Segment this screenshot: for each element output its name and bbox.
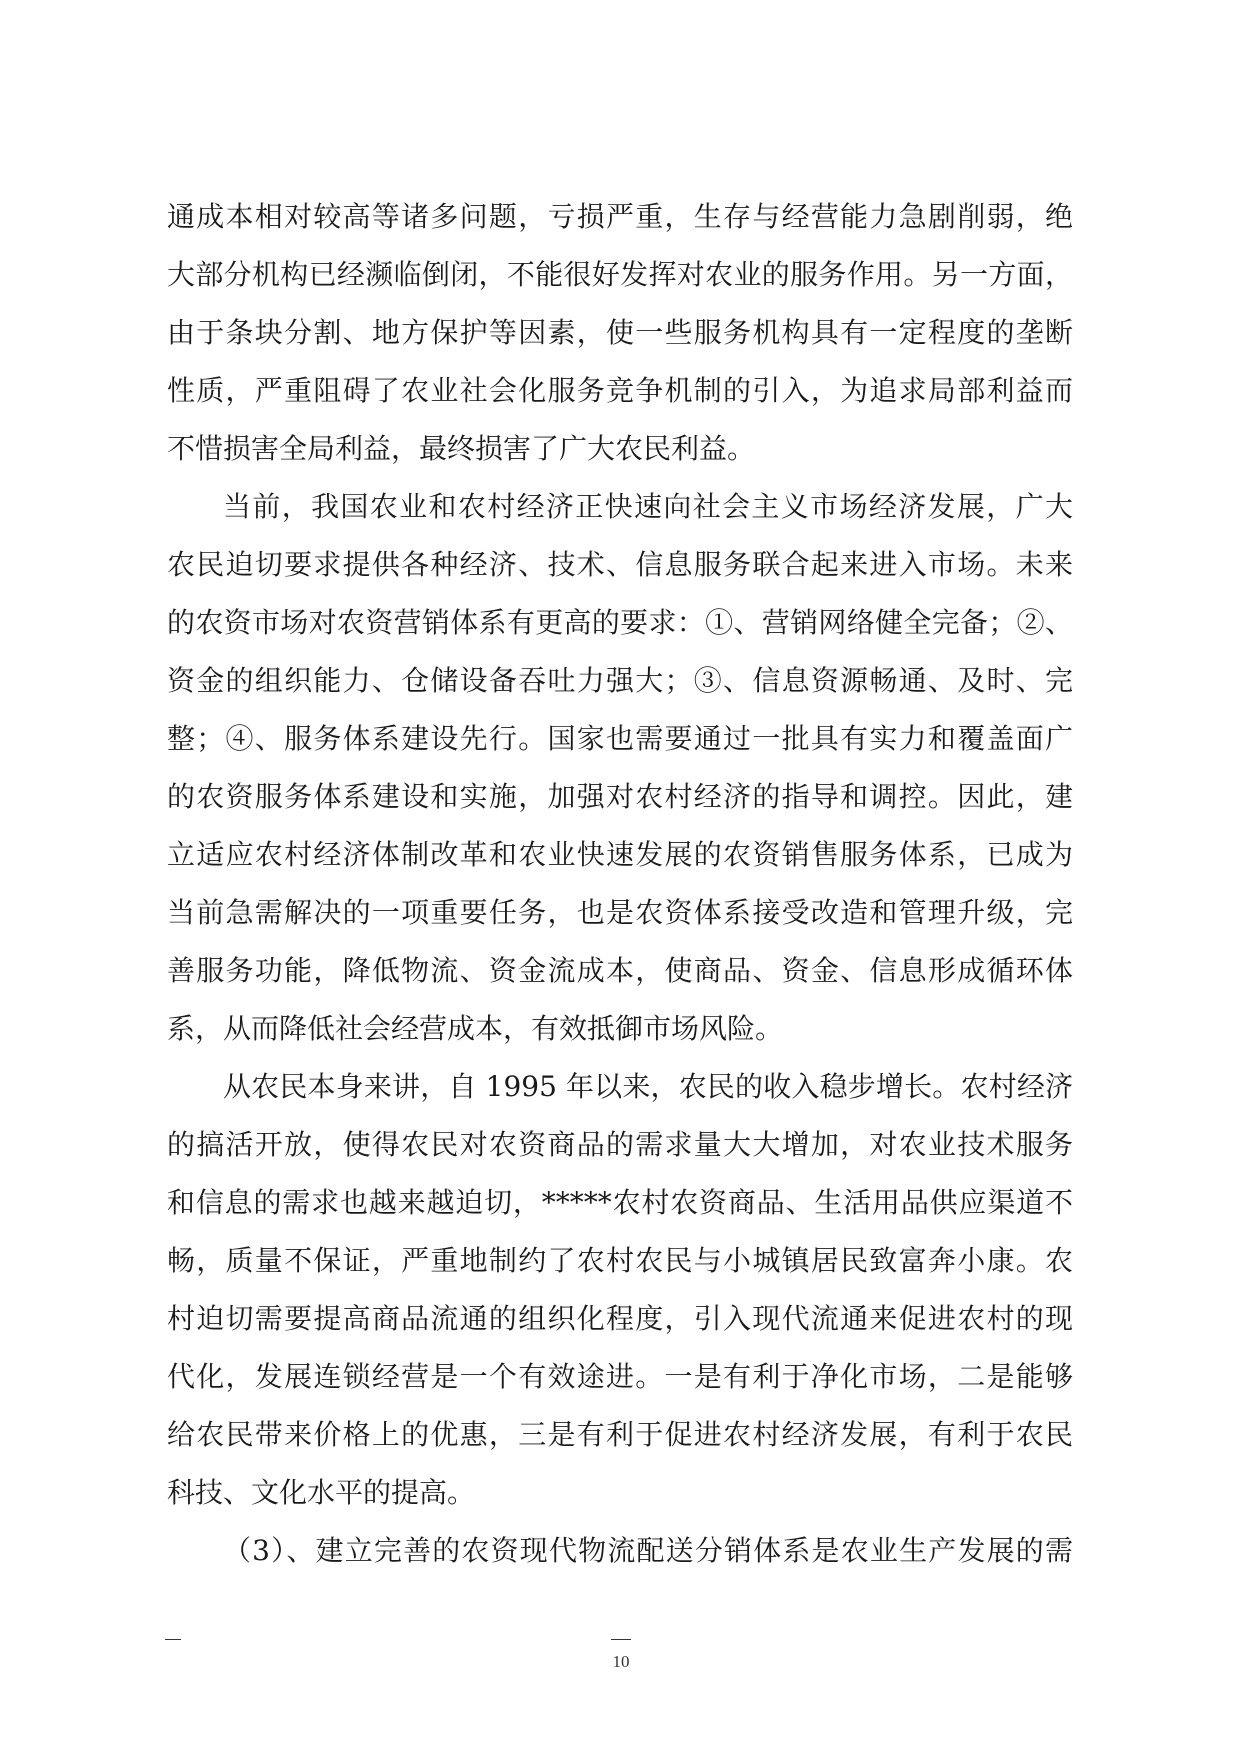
text-line: 系，从而降低社会经营成本，有效抵御市场风险。 [167, 1012, 784, 1045]
text-line: 畅，质量不保证，严重地制约了农村农民与小城镇居民致富奔小康。农 [167, 1244, 1073, 1277]
text-line: 给农民带来价格上的优惠，三是有利于促进农村经济发展，有利于农民 [167, 1418, 1073, 1451]
text-line: 农民迫切要求提供各种经济、技术、信息服务联合起来进入市场。未来 [167, 548, 1073, 581]
text-line: 整；④、服务体系建设先行。国家也需要通过一批具有实力和覆盖面广 [167, 722, 1073, 755]
text-line: 科技、文化水平的提高。 [167, 1476, 476, 1509]
text-line: 村迫切需要提高商品流通的组织化程度，引入现代流通来促进农村的现 [167, 1302, 1073, 1335]
text-line: 性质，严重阻碍了农业社会化服务竞争机制的引入，为追求局部利益而 [167, 374, 1073, 407]
text-line: 不惜损害全局利益，最终损害了广大农民利益。 [167, 432, 756, 465]
text-line: 资金的组织能力、仓储设备吞吐力强大；③、信息资源畅通、及时、完 [167, 664, 1073, 697]
text-line: 大部分机构已经濒临倒闭，不能很好发挥对农业的服务作用。另一方面， [167, 258, 1073, 291]
text-line: 代化，发展连锁经营是一个有效途进。一是有利于净化市场，二是能够 [167, 1360, 1073, 1393]
paragraph-first-line: 当前，我国农业和农村经济正快速向社会主义市场经济发展，广大 [223, 490, 1073, 523]
text-line: 和信息的需求也越来越迫切，*****农村农资商品、生活用品供应渠道不 [167, 1186, 1073, 1219]
text-line: 的搞活开放，使得农民对农资商品的需求量大大增加，对农业技术服务 [167, 1128, 1073, 1161]
footer-page-rule [611, 1639, 631, 1640]
section-heading-line: （3）、建立完善的农资现代物流配送分销体系是农业生产发展的需 [223, 1534, 1073, 1567]
page-number: 10 [612, 1652, 630, 1671]
text-line: 通成本相对较高等诸多问题，亏损严重，生存与经营能力急剧削弱，绝 [167, 200, 1073, 233]
footer-left-rule [165, 1639, 181, 1640]
text-line: 善服务功能，降低物流、资金流成本，使商品、资金、信息形成循环体 [167, 954, 1073, 987]
text-line: 当前急需解决的一项重要任务，也是农资体系接受改造和管理升级，完 [167, 896, 1073, 929]
text-line: 由于条块分割、地方保护等因素，使一些服务机构具有一定程度的垄断 [167, 316, 1073, 349]
text-line: 的农资服务体系建设和实施，加强对农村经济的指导和调控。因此，建 [167, 780, 1073, 813]
paragraph-first-line: 从农民本身来讲，自 1995 年以来，农民的收入稳步增长。农村经济 [223, 1070, 1073, 1103]
text-line: 立适应农村经济体制改革和农业快速发展的农资销售服务体系，已成为 [167, 838, 1073, 871]
text-line: 的农资市场对农资营销体系有更高的要求：①、营销网络健全完备；②、 [167, 606, 1073, 639]
